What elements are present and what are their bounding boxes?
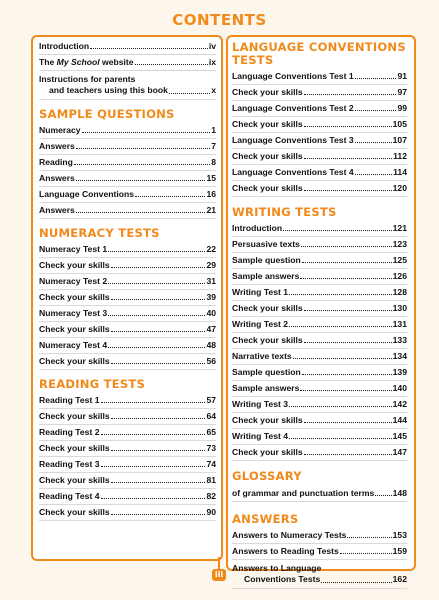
dot-leader [111,299,206,300]
toc-entry-label: Introduction [39,41,90,51]
dot-leader [301,246,392,247]
toc-entry-label: Check your skills [232,415,303,425]
dot-leader [304,126,392,127]
toc-entry-label: Check your skills [39,292,110,302]
dot-leader [304,158,392,159]
dot-leader [289,438,392,439]
dot-leader [169,93,210,94]
toc-entry[interactable] [39,173,216,187]
toc-entry-page: 82 [206,491,216,501]
page-number-connector [218,557,220,569]
dot-leader [76,180,206,181]
toc-entry-label: Check your skills [39,356,110,366]
dot-leader [82,132,211,133]
toc-entry-page: 120 [392,183,407,193]
toc-entry-page: 1 [211,125,216,135]
toc-entry[interactable] [39,507,216,521]
dot-leader [293,358,392,359]
dot-leader [289,294,392,295]
section-heading-glossary: GLOSSARY [232,469,302,483]
toc-entry[interactable] [39,395,216,409]
toc-entry-page: 97 [397,87,407,97]
toc-entry-page: 47 [206,324,216,334]
toc-entry[interactable] [232,87,407,101]
toc-entry-label: Introduction [232,223,283,233]
toc-entry-page: 48 [206,340,216,350]
dot-leader [304,94,397,95]
toc-entry[interactable] [232,335,407,349]
dot-leader [101,402,206,403]
toc-entry-page: 140 [392,383,407,393]
toc-entry[interactable] [39,356,216,370]
toc-entry[interactable] [39,74,216,100]
toc-entry-label-italic: My School [56,57,100,67]
toc-entry-label: Answers to Language [232,563,322,573]
toc-entry-label: Answers [39,141,75,151]
toc-entry-page: 133 [392,335,407,345]
dot-leader [289,326,392,327]
toc-entry-label: Answers to Numeracy Tests [232,530,347,540]
toc-entry[interactable] [39,141,216,155]
toc-entry-label: Numeracy Test 4 [39,340,108,350]
toc-entry-label: Check your skills [232,447,303,457]
toc-entry-page: 126 [392,271,407,281]
toc-entry-label: Sample question [232,367,301,377]
toc-entry-page: 90 [206,507,216,517]
toc-entry[interactable] [232,447,407,461]
toc-entry-label [39,57,134,67]
dot-leader [355,78,397,79]
dot-leader [283,230,392,231]
toc-entry-label: Language Conventions Test 2 [232,103,354,113]
toc-entry[interactable] [39,308,216,322]
toc-entry[interactable] [232,103,407,117]
toc-entry-label: Writing Test 2 [232,319,289,329]
toc-entry-label: Check your skills [39,260,110,270]
toc-entry[interactable] [232,563,407,589]
toc-entry-label: Language Conventions [39,189,135,199]
dot-leader [76,212,206,213]
dot-leader [302,374,392,375]
dot-leader [101,466,206,467]
toc-entry-page: 162 [392,574,407,584]
dot-leader [135,196,205,197]
toc-entry-page: 81 [206,475,216,485]
dot-leader [347,537,391,538]
toc-entry-label: Check your skills [232,183,303,193]
right-column [232,41,407,589]
toc-entry[interactable] [232,255,407,269]
toc-entry-page: 99 [397,103,407,113]
toc-entry-label: Language Conventions Test 3 [232,135,354,145]
toc-entry-label: Answers to Reading Tests [232,546,339,556]
toc-entry[interactable] [232,71,407,85]
toc-entry[interactable] [232,488,407,502]
toc-entry-page: 56 [206,356,216,366]
toc-entry-page: 123 [392,239,407,249]
toc-entry-label-part: website [99,57,134,67]
toc-entry-label: Writing Test 3 [232,399,289,409]
dot-leader [101,498,206,499]
dot-leader [304,422,392,423]
toc-entry[interactable] [39,292,216,306]
toc-entry-label: Check your skills [232,119,303,129]
dot-leader [304,310,392,311]
section-heading-language-conventions-line2: TESTS [232,53,274,67]
page-number-badge: iii [212,569,226,581]
toc-entry[interactable] [39,244,216,258]
toc-entry-page: 105 [392,119,407,129]
toc-entry-label: Check your skills [39,411,110,421]
toc-entry-page: 125 [392,255,407,265]
toc-entry-label-part: The [39,57,57,67]
toc-entry[interactable] [232,239,407,253]
dot-leader [90,48,208,49]
toc-entry[interactable] [232,151,407,165]
toc-entry-page: 107 [392,135,407,145]
left-column [39,41,216,521]
toc-entry[interactable] [232,415,407,429]
toc-entry-page: iv [208,41,216,51]
dot-leader [111,450,206,451]
dot-leader [111,331,206,332]
dot-leader [355,174,393,175]
toc-entry-page: 8 [211,157,216,167]
toc-entry-page: 147 [392,447,407,457]
toc-entry[interactable] [232,319,407,333]
toc-entry-label: Check your skills [232,87,303,97]
toc-entry-page: 21 [206,205,216,215]
toc-entry[interactable] [39,41,216,55]
toc-entry[interactable] [232,135,407,149]
toc-entry-page: 145 [392,431,407,441]
toc-entry-page: 7 [211,141,216,151]
dot-leader [355,110,397,111]
toc-entry-page: 131 [392,319,407,329]
toc-entry-label: Check your skills [232,303,303,313]
toc-entry[interactable] [39,443,216,457]
toc-entry-label: Numeracy Test 1 [39,244,108,254]
dot-leader [111,482,206,483]
toc-entry-page: 73 [206,443,216,453]
toc-entry[interactable] [39,57,216,71]
toc-entry-page: 130 [392,303,407,313]
toc-entry-label: Answers [39,173,75,183]
toc-entry[interactable] [39,340,216,354]
toc-entry-page: 57 [206,395,216,405]
dot-leader [108,251,205,252]
toc-entry-page: 148 [392,488,407,498]
dot-leader [76,148,210,149]
toc-entry-page: 29 [206,260,216,270]
toc-entry[interactable] [232,119,407,133]
toc-entry-label: Sample question [232,255,301,265]
dot-leader [111,418,206,419]
toc-entry-page: 128 [392,287,407,297]
toc-entry-label: Check your skills [39,443,110,453]
dot-leader [355,142,392,143]
toc-entry-label: Writing Test 4 [232,431,289,441]
toc-entry[interactable] [232,399,407,413]
toc-entry-page: ix [208,57,216,67]
toc-entry-page: 22 [206,244,216,254]
toc-entry-page: 134 [392,351,407,361]
section-heading-answers: ANSWERS [232,512,299,526]
dot-leader [321,582,391,583]
section-heading-writing-tests: WRITING TESTS [232,205,337,219]
dot-leader [289,406,392,407]
dot-leader [135,64,208,65]
dot-leader [111,363,206,364]
dot-leader [108,347,205,348]
toc-entry-page: 65 [206,427,216,437]
toc-entry[interactable] [232,530,407,544]
toc-entry-page: 139 [392,367,407,377]
toc-entry-label: and teachers using this book [49,85,168,95]
toc-entry[interactable] [39,189,216,203]
toc-entry-page: 153 [392,530,407,540]
toc-entry-label: Reading Test 1 [39,395,100,405]
dot-leader [302,262,392,263]
toc-entry-label: Sample answers [232,271,300,281]
toc-entry-label: Check your skills [39,475,110,485]
toc-entry-label: of grammar and punctuation terms [232,488,375,498]
toc-entry-page: 159 [392,546,407,556]
toc-entry-label: Language Conventions Test 4 [232,167,354,177]
dot-leader [108,315,205,316]
dot-leader [74,164,210,165]
toc-entry[interactable] [39,260,216,274]
dot-leader [340,553,392,554]
toc-entry[interactable] [39,491,216,505]
dot-leader [101,434,206,435]
toc-entry-page: x [211,85,216,95]
toc-entry-label: Numeracy Test 2 [39,276,108,286]
toc-entry-page: 74 [206,459,216,469]
toc-entry[interactable] [39,324,216,338]
toc-entry-label: Reading Test 3 [39,459,100,469]
toc-entry-page: 16 [206,189,216,199]
toc-entry-page: 31 [206,276,216,286]
toc-entry[interactable] [39,427,216,441]
toc-entry[interactable] [232,546,407,560]
toc-entry-page: 64 [206,411,216,421]
toc-entry[interactable] [232,271,407,285]
toc-entry-label: Instructions for parents [39,74,136,84]
section-heading-reading-tests: READING TESTS [39,377,146,391]
dot-leader [304,342,392,343]
toc-entry-label: Numeracy Test 3 [39,308,108,318]
toc-entry-label: Check your skills [39,324,110,334]
toc-entry-page: 112 [393,151,407,161]
toc-entry-label: Writing Test 1 [232,287,289,297]
dot-leader [375,495,391,496]
toc-entry[interactable] [232,367,407,381]
dot-leader [111,267,206,268]
section-heading-language-conventions: LANGUAGE CONVENTIONS [232,40,406,54]
dot-leader [304,190,392,191]
toc-entry[interactable] [39,459,216,473]
toc-entry[interactable] [232,351,407,365]
toc-entry-page: 15 [206,173,216,183]
toc-entry-line [39,85,216,96]
dot-leader [111,514,206,515]
toc-entry-page: 142 [392,399,407,409]
toc-entry-page: 40 [206,308,216,318]
toc-entry-page: 121 [392,223,407,233]
toc-entry-line [232,574,407,585]
toc-entry[interactable] [232,383,407,397]
toc-entry-label: Persuasive texts [232,239,300,249]
toc-entry-label: Narrative texts [232,351,292,361]
toc-entry-label: Reading Test 4 [39,491,100,501]
toc-entry[interactable] [39,411,216,425]
toc-entry[interactable] [39,276,216,290]
toc-entry-label: Conventions Tests [244,574,321,584]
toc-entry[interactable] [232,287,407,301]
toc-entry-label: Language Conventions Test 1 [232,71,354,81]
toc-entry-label: Reading Test 2 [39,427,100,437]
toc-entry[interactable] [232,183,407,197]
page-title: CONTENTS [172,11,267,29]
toc-entry[interactable] [232,303,407,317]
toc-entry-label: Answers [39,205,75,215]
dot-leader [304,454,392,455]
toc-entry-page: 91 [397,71,407,81]
section-heading-sample-questions: SAMPLE QUESTIONS [39,107,175,121]
toc-entry-page: 114 [393,167,407,177]
toc-entry-label: Reading [39,157,73,167]
toc-entry[interactable] [232,431,407,445]
toc-entry-label: Sample answers [232,383,300,393]
toc-entry[interactable] [232,223,407,237]
toc-entry-label: Numeracy [39,125,81,135]
toc-entry-label: Check your skills [232,335,303,345]
dot-leader [108,283,205,284]
toc-entry[interactable] [39,205,216,219]
dot-leader [300,278,391,279]
toc-entry[interactable] [39,475,216,489]
toc-entry-label: Check your skills [232,151,303,161]
toc-entry-page: 39 [206,292,216,302]
dot-leader [300,390,391,391]
toc-entry[interactable] [39,125,216,139]
section-heading-numeracy-tests: NUMERACY TESTS [39,226,160,240]
toc-entry[interactable] [232,167,407,181]
toc-entry[interactable] [39,157,216,171]
toc-entry-page: 144 [392,415,407,425]
toc-entry-label: Check your skills [39,507,110,517]
